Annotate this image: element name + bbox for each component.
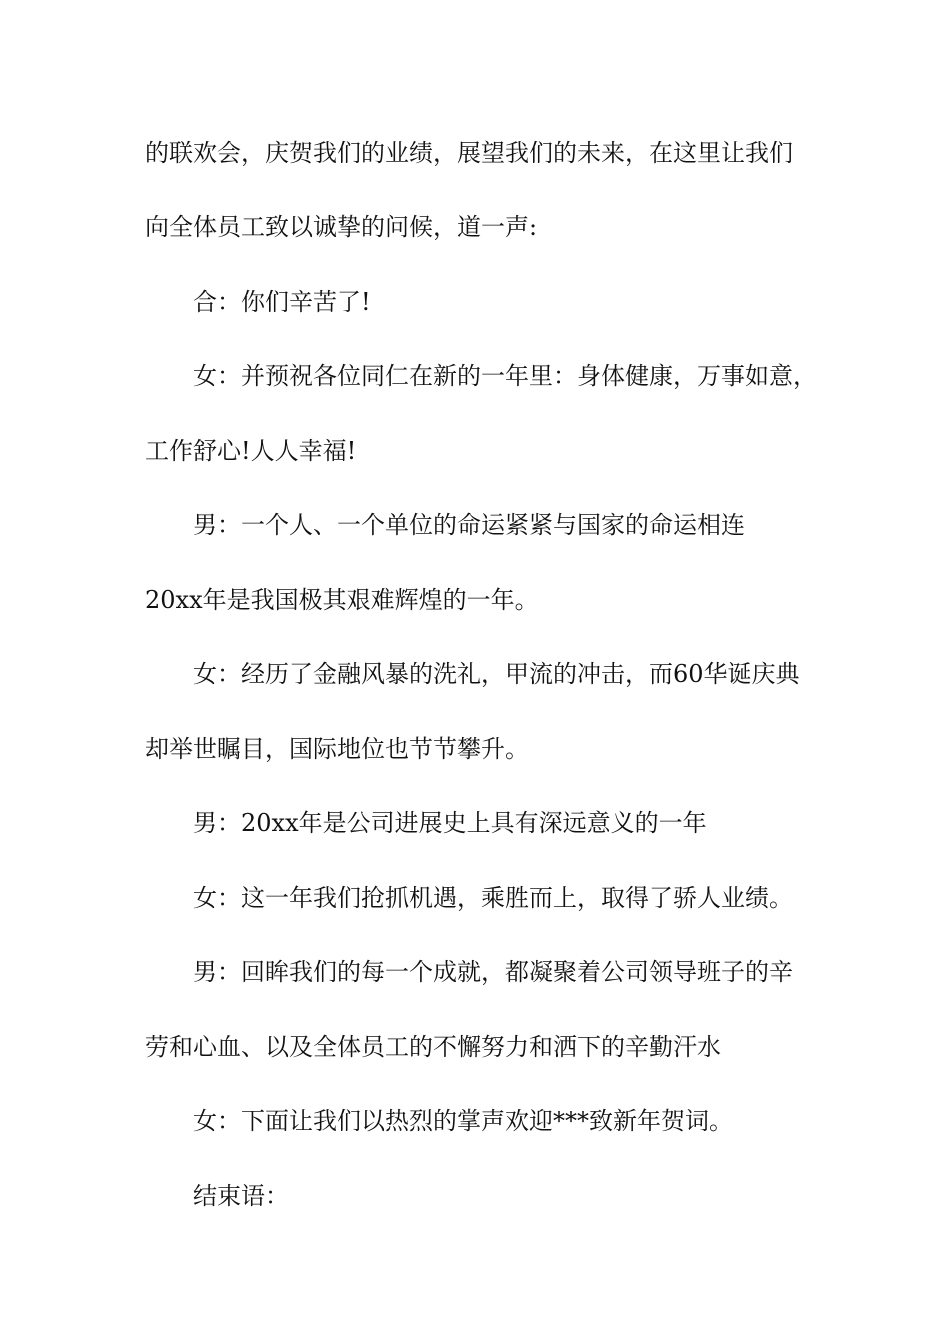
paragraph-line: 却举世瞩目，国际地位也节节攀升。 xyxy=(145,735,529,763)
paragraph-line: 男：一个人、一个单位的命运紧紧与国家的命运相连 xyxy=(193,511,745,539)
paragraph-line: 工作舒心!人人幸福! xyxy=(145,437,357,465)
paragraph-line: 男：回眸我们的每一个成就，都凝聚着公司领导班子的辛 xyxy=(193,958,793,986)
paragraph-line: 女：这一年我们抢抓机遇，乘胜而上，取得了骄人业绩。 xyxy=(193,884,793,912)
paragraph-line: 劳和心血、以及全体员工的不懈努力和洒下的辛勤汗水 xyxy=(145,1033,721,1061)
paragraph-line: 女：下面让我们以热烈的掌声欢迎***致新年贺词。 xyxy=(193,1107,733,1135)
paragraph-line: 男：20xx年是公司进展史上具有深远意义的一年 xyxy=(193,809,707,837)
paragraph-line: 结束语： xyxy=(193,1182,289,1210)
paragraph-line: 的联欢会，庆贺我们的业绩，展望我们的未来，在这里让我们 xyxy=(145,139,793,167)
paragraph-line: 向全体员工致以诚挚的问候，道一声: xyxy=(145,213,538,241)
paragraph-line: 女：并预祝各位同仁在新的一年里：身体健康，万事如意， xyxy=(193,362,817,390)
paragraph-line: 20xx年是我国极其艰难辉煌的一年。 xyxy=(145,586,539,614)
paragraph-line: 合：你们辛苦了! xyxy=(193,288,371,316)
paragraph-line: 女：经历了金融风暴的洗礼，甲流的冲击，而60华诞庆典 xyxy=(193,660,800,688)
